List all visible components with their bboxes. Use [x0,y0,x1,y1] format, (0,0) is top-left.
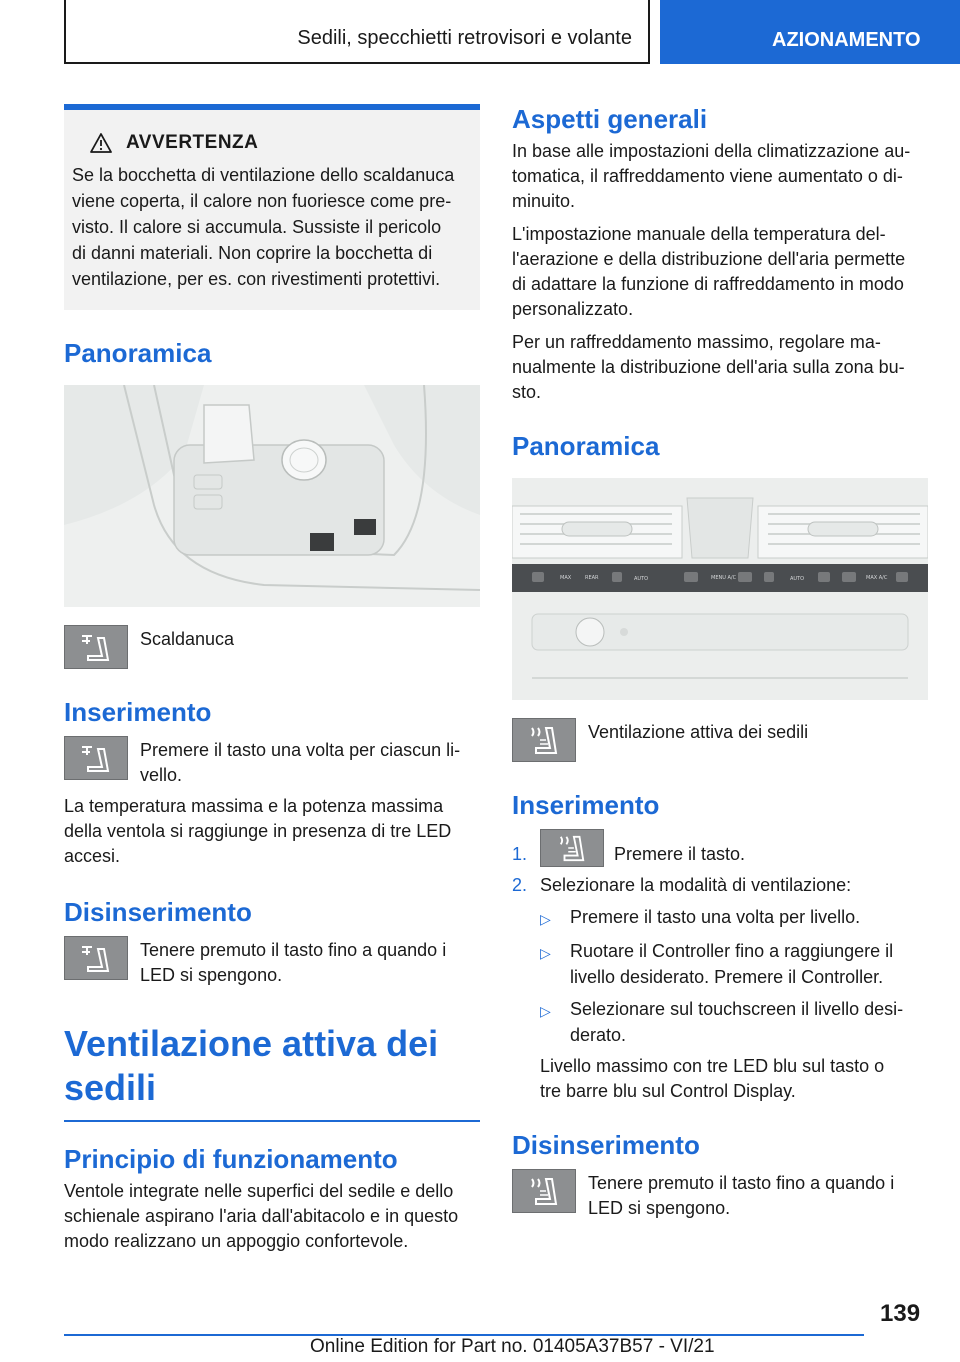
warning-title: AVVERTENZA [126,132,259,153]
bullet-triangle-icon: ▷ [540,1003,551,1019]
paragraph-line: personalizzato. [512,299,634,319]
note-line: Livello massimo con tre LED blu sul tasto o [540,1056,885,1076]
sub-step [512,904,928,932]
chapter-title: AZIONAMENTO [772,29,921,51]
general-paragraph-3 [512,330,928,405]
warning-heading [72,132,472,154]
panel-label: AUTO [790,576,805,582]
warning-box [64,104,480,310]
neck-warmer-button[interactable] [64,736,128,780]
sub-step-line: Selezionare sul touchscreen il livello desi- [570,999,904,1019]
sub-step-line: livello desiderato. Premere il Controller. [570,967,884,987]
step-2 [512,873,928,898]
seat-ventilation-icon [526,1175,562,1207]
paragraph-line: sto. [512,382,542,402]
off-instruction [576,1169,894,1221]
general-heading: Aspetti generali [512,104,708,134]
paragraph-line: Per un raffreddamento massimo, regolare ma- [512,332,881,352]
console-illustration [64,385,480,607]
chapter-heading-line: Ventilazione attiva dei [64,1023,439,1064]
on-description-line: della ventola si raggiunge in presenza di tre LED [64,821,452,841]
paragraph-line: L'impostazione manuale della temperatura del- [512,224,886,244]
neck-warmer-caption: Scaldanuca [140,629,235,649]
paragraph-line: In base alle impostazioni della climatizzazione au- [512,141,911,161]
note-line: tre barre blu sul Control Display. [540,1081,796,1101]
on-heading: Inserimento [64,697,212,727]
seat-ventilation-icon [555,833,589,863]
overview-heading: Panoramica [64,338,212,368]
sub-step [512,938,928,990]
sub-step-line: Premere il tasto una volta per livello. [570,907,861,927]
panel-label: MENU A/C [711,575,737,581]
bullet-triangle-icon: ▷ [540,945,551,961]
right-column [512,104,928,1221]
off-instruction-line: Tenere premuto il tasto fino a quando i [588,1173,895,1193]
chapter-rule [64,1120,480,1122]
section-title: Sedili, specchietti retrovisori e volante [297,27,632,49]
bullet-triangle-icon: ▷ [540,911,551,927]
warning-line: Se la bocchetta di ventilazione dello scaldanuca [72,165,455,185]
step-number: 1. [512,844,528,864]
principle-line: schienale aspirano l'aria dall'abitacolo e in questo [64,1206,459,1226]
paragraph-line: tomatica, il raffreddamento viene aumentato o di- [512,166,903,186]
off-heading: Disinserimento [64,897,252,927]
paragraph-line: l'aerazione e della distribuzione dell'aria permette [512,249,906,269]
seat-ventilation-button[interactable] [540,829,604,867]
warning-line: viene coperta, il calore non fuoriesce come pre- [72,191,452,211]
off-heading: Disinserimento [512,1130,700,1160]
sub-step-line: derato. [570,1025,627,1045]
sub-step-line: Ruotare il Controller fino a raggiungere il [570,941,894,961]
center-console-image [64,385,480,607]
climate-panel-illustration [512,478,928,700]
header-section-title [64,0,650,64]
principle-heading: Principio di funzionamento [64,1144,398,1174]
step-text: Premere il tasto. [614,844,746,864]
warning-triangle-icon [90,133,112,153]
on-instruction [128,736,460,788]
on-heading: Inserimento [512,790,660,820]
general-paragraph-2 [512,222,928,322]
header-chapter-tab[interactable] [660,0,960,64]
step-text: Selezionare la modalità di ventilazione: [540,875,852,895]
on-instruction-line: Premere il tasto una volta per ciascun li- [140,740,461,760]
on-button-row [64,736,480,788]
principle-text [64,1179,480,1254]
panel-label: REAR [585,575,599,581]
paragraph-line: nualmente la distribuzione dell'aria sulla zona bu- [512,357,905,377]
neck-warmer-icon [78,943,114,973]
on-description [64,794,480,869]
seat-ventilation-button[interactable] [512,1169,576,1213]
off-instruction [128,936,446,988]
on-instruction-line: vello. [140,765,183,785]
step-number: 2. [512,875,528,895]
off-instruction-line: Tenere premuto il tasto fino a quando i [140,940,447,960]
sub-step [512,996,928,1048]
on-description-line: accesi. [64,846,121,866]
paragraph-line: di adattare la funzione di raffreddamento in modo [512,274,904,294]
paragraph-line: minuito. [512,191,576,211]
max-level-note [512,1054,928,1104]
step-1 [512,829,928,867]
principle-line: Ventole integrate nelle superfici del sedile e dello [64,1181,454,1201]
panel-label: AUTO [634,576,649,582]
general-paragraph-1 [512,139,928,214]
ventilation-chapter-heading [64,1022,480,1110]
overview-heading: Panoramica [512,431,660,461]
off-button-row [512,1169,928,1221]
seat-ventilation-caption: Ventilazione attiva dei sedili [588,722,809,742]
neck-warmer-button[interactable] [64,936,128,980]
neck-warmer-button-row [64,625,480,669]
climate-panel-image [512,478,928,700]
warning-line: visto. Il calore si accumula. Sussiste il pericolo [72,217,442,237]
panel-label: MAX A/C [866,575,888,581]
seat-ventilation-button-row [512,718,928,762]
off-instruction-line: LED si spengono. [140,965,283,985]
off-button-row [64,936,480,988]
principle-line: modo realizzano un appoggio confortevole. [64,1231,409,1251]
chapter-heading-line: sedili [64,1067,157,1108]
panel-label: MAX [560,575,572,581]
neck-warmer-icon [78,632,114,662]
off-instruction-line: LED si spengono. [588,1198,731,1218]
edition-text: Online Edition for Part no. 01405A37B57 - VI/21 [310,1336,715,1357]
neck-warmer-button[interactable] [64,625,128,669]
on-description-line: La temperatura massima e la potenza massima [64,796,444,816]
left-column [64,104,480,1254]
neck-warmer-icon [78,743,114,773]
warning-line: ventilazione, per es. con rivestimenti protettivi. [72,269,441,289]
warning-line: di danni materiali. Non coprire la bocchetta di [72,243,433,263]
seat-ventilation-icon [526,724,562,756]
seat-ventilation-button[interactable] [512,718,576,762]
warning-text [72,162,472,292]
page-number: 139 [880,1300,921,1327]
